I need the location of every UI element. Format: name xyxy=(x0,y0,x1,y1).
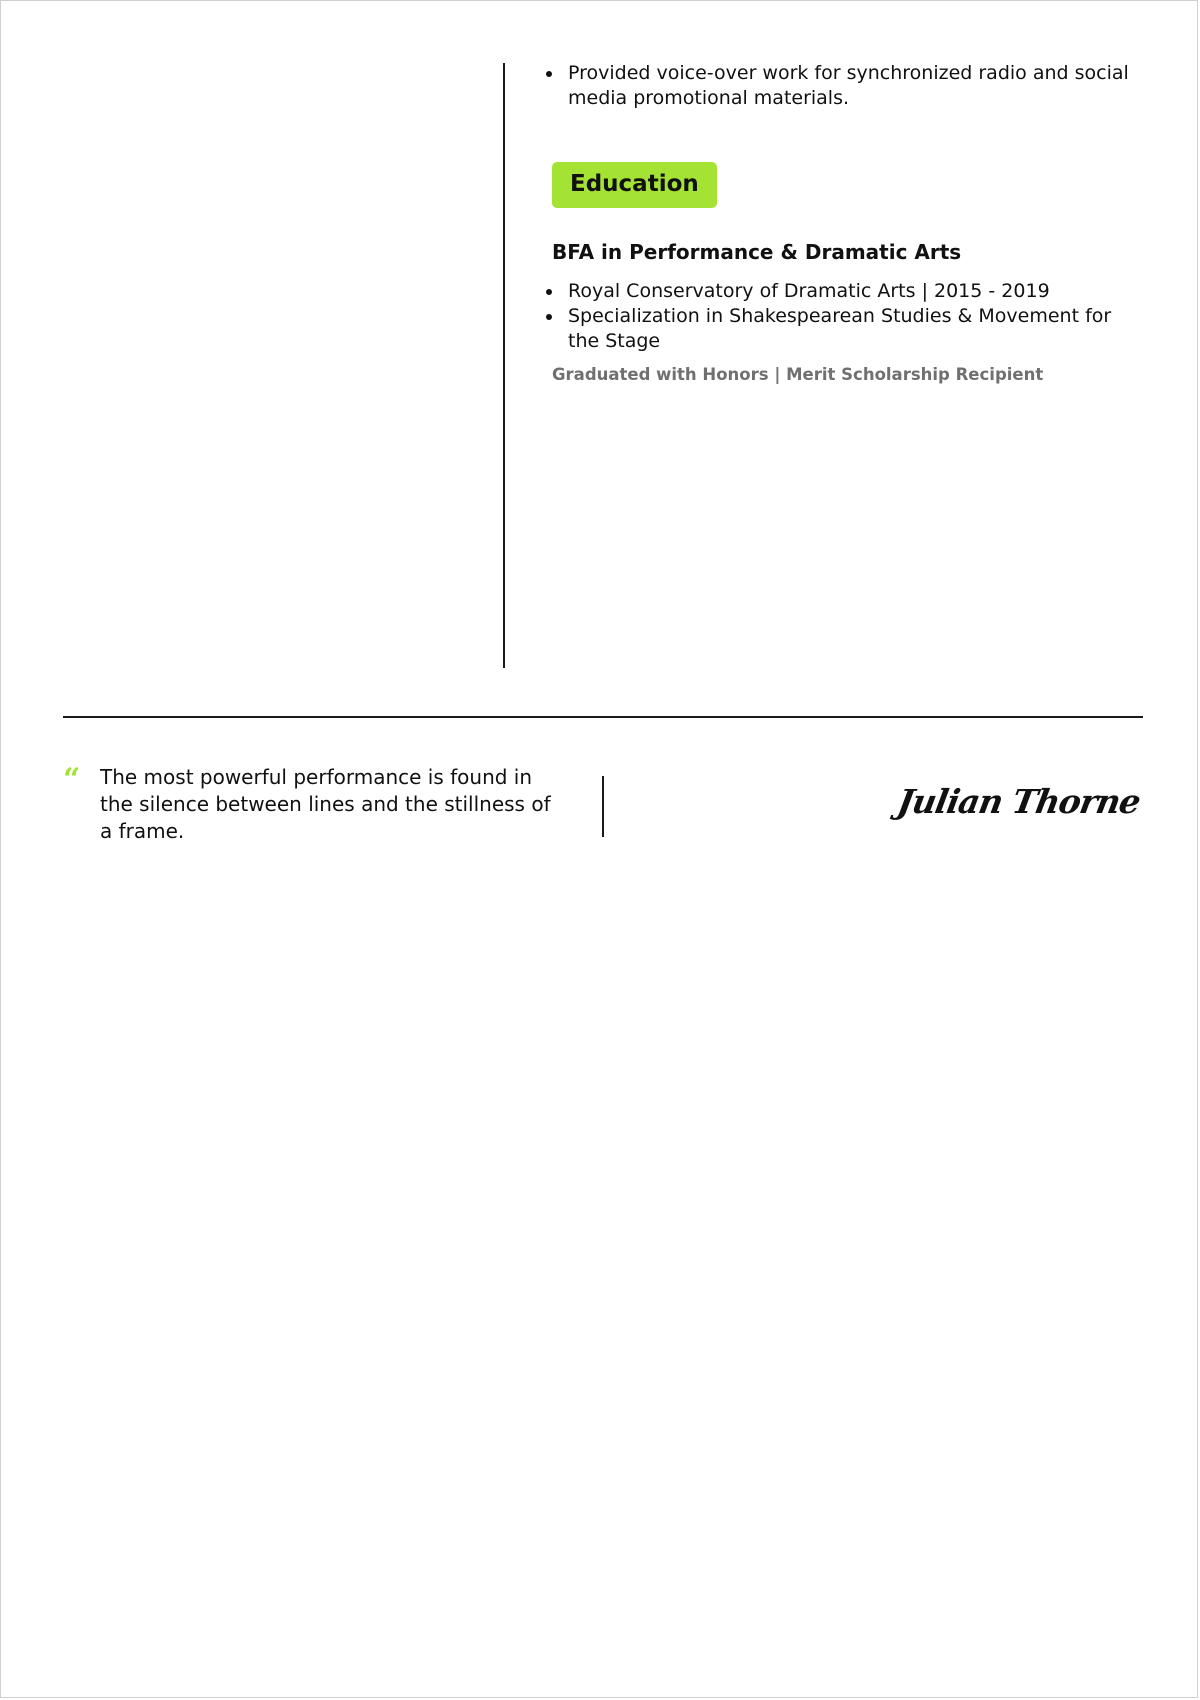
degree-title: BFA in Performance & Dramatic Arts xyxy=(552,240,962,264)
experience-bullet: Provided voice-over work for synchronized radio and social media promotional materials. xyxy=(552,61,1132,111)
education-bullet-list xyxy=(552,279,1132,354)
education-bullet: Specialization in Shakespearean Studies & Movement for the Stage xyxy=(552,304,1132,354)
education-heading: Education xyxy=(552,162,717,208)
education-bullet: Royal Conservatory of Dramatic Arts | 2015 - 2019 xyxy=(552,279,1132,304)
quote-mark-icon: “ xyxy=(63,762,81,797)
quote-divider xyxy=(602,776,604,837)
column-divider xyxy=(503,63,505,668)
experience-bullet-list xyxy=(552,61,1132,111)
signature: Julian Thorne xyxy=(894,782,1143,821)
section-divider xyxy=(63,716,1143,718)
right-column xyxy=(552,61,1132,386)
footer-quote: The most powerful performance is found in the silence between lines and the stillness of a frame. xyxy=(100,765,551,843)
education-honors: Graduated with Honors | Merit Scholarship Recipient xyxy=(552,365,1044,384)
